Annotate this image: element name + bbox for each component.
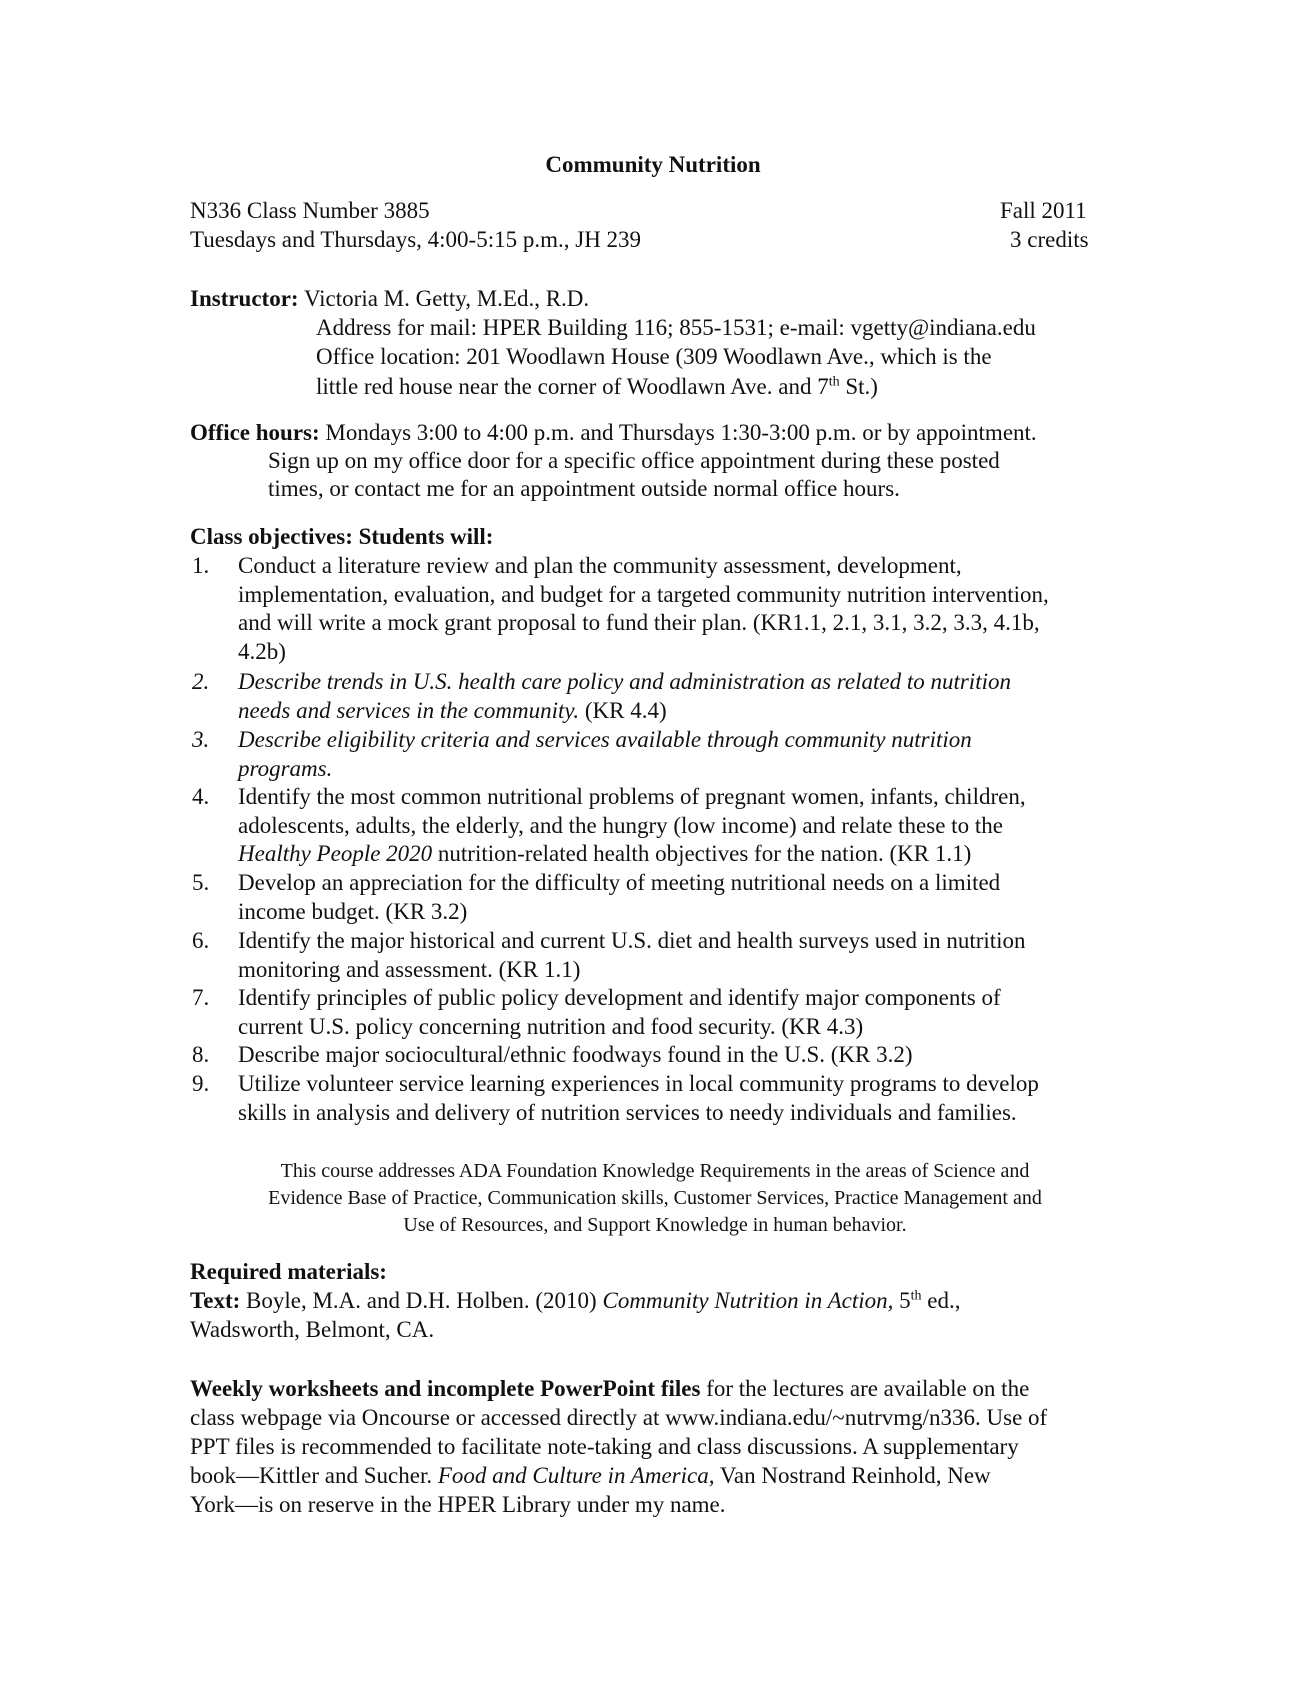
page-title: Community Nutrition <box>545 152 761 177</box>
objective-item: Utilize volunteer service learning experiences in local community programs to develop skills in analysis and delivery of nutrition services to needy individuals and families. <box>238 1071 1039 1125</box>
objective-number: 5. <box>192 870 210 895</box>
textbook-line: Text: Boyle, M.A. and D.H. Holben. (2010) Community Nutrition in Action, 5th ed., <box>190 1288 961 1313</box>
worksheets-line5: York—is on reserve in the HPER Library under my name. <box>190 1492 726 1517</box>
worksheets-line4: book—Kittler and Sucher. Food and Culture in America, Van Nostrand Reinhold, New <box>190 1463 991 1488</box>
objective-number: 3. <box>192 727 210 752</box>
ada-note: This course addresses ADA Foundation Knowledge Requirements in the areas of Science and Evidence Base of Practice, Communication skills, Customer Services, Practice Management and Use of Resources, and Support Knowledge in human behavior. <box>268 1160 1042 1236</box>
objective-item: Identify principles of public policy development and identify major components of current U.S. policy concerning nutrition and food security. (KR 4.3) <box>238 985 1001 1039</box>
course-number: N336 Class Number 3885 <box>190 198 430 223</box>
office-hours-line: Office hours: Mondays 3:00 to 4:00 p.m. and Thursdays 1:30-3:00 p.m. or by appointment. <box>190 420 1037 445</box>
objective-item: Develop an appreciation for the difficulty of meeting nutritional needs on a limited income budget. (KR 3.2) <box>238 870 1001 924</box>
objective-number: 7. <box>192 985 210 1010</box>
credits: 3 credits <box>1010 227 1089 252</box>
objective-number: 9. <box>192 1071 210 1096</box>
worksheets-line1: Weekly worksheets and incomplete PowerPoint files for the lectures are available on the <box>190 1376 1030 1401</box>
objective-item: Conduct a literature review and plan the community assessment, development, implementation, evaluation, and budget for a targeted community nutrition intervention, and will write a mock grant proposal to fund their plan. (KR1.1, 2.1, 3.1, 3.2, 3.3, 4.1b, 4.2b) <box>238 553 1049 664</box>
instructor-line <box>190 284 589 313</box>
instructor-name: Victoria M. Getty, M.Ed., R.D. <box>303 286 590 311</box>
office-hours-label: Office hours: <box>190 420 320 445</box>
objective-number: 6. <box>192 928 210 953</box>
objective-item: Describe major sociocultural/ethnic foodways found in the U.S. (KR 3.2) <box>238 1042 913 1067</box>
instructor-label: Instructor: <box>190 286 299 311</box>
objective-number: 2. <box>192 669 210 694</box>
objective-number: 8. <box>192 1042 210 1067</box>
schedule: Tuesdays and Thursdays, 4:00-5:15 p.m., JH 239 <box>190 227 642 252</box>
office-location-cont: little red house near the corner of Woodlawn Ave. and 7th St.) <box>316 374 878 399</box>
objective-item: Identify the most common nutritional problems of pregnant women, infants, children, adolescents, adults, the elderly, and the hungry (low income) and relate these to the Healthy People 2020 nutrition-related health objectives for the nation. (KR 1.1) <box>238 784 1026 866</box>
term: Fall 2011 <box>1000 198 1087 223</box>
worksheets-line3: PPT files is recommended to facilitate note-taking and class discussions. A supplementary <box>190 1434 1019 1459</box>
objective-item: Describe eligibility criteria and services available through community nutrition programs. <box>238 727 972 781</box>
office-hours-line3: times, or contact me for an appointment outside normal office hours. <box>268 476 900 501</box>
objectives-heading: Class objectives: Students will: <box>190 524 494 549</box>
office-location: Office location: 201 Woodlawn House (309 Woodlawn Ave., which is the <box>316 344 992 369</box>
objective-item: Describe trends in U.S. health care policy and administration as related to nutrition needs and services in the community. (KR 4.4) <box>238 669 1011 723</box>
instructor-mail: Address for mail: HPER Building 116; 855-1531; e-mail: vgetty@indiana.edu <box>316 315 1036 340</box>
objective-item: Identify the major historical and current U.S. diet and health surveys used in nutrition monitoring and assessment. (KR 1.1) <box>238 928 1026 982</box>
objective-number: 1. <box>192 553 210 578</box>
office-hours-line2: Sign up on my office door for a specific office appointment during these posted <box>268 448 1000 473</box>
worksheets-line2: class webpage via Oncourse or accessed directly at www.indiana.edu/~nutrvmg/n336. Use of <box>190 1405 1048 1430</box>
textbook-publisher: Wadsworth, Belmont, CA. <box>190 1317 435 1342</box>
materials-heading: Required materials: <box>190 1259 387 1284</box>
objective-number: 4. <box>192 784 210 809</box>
